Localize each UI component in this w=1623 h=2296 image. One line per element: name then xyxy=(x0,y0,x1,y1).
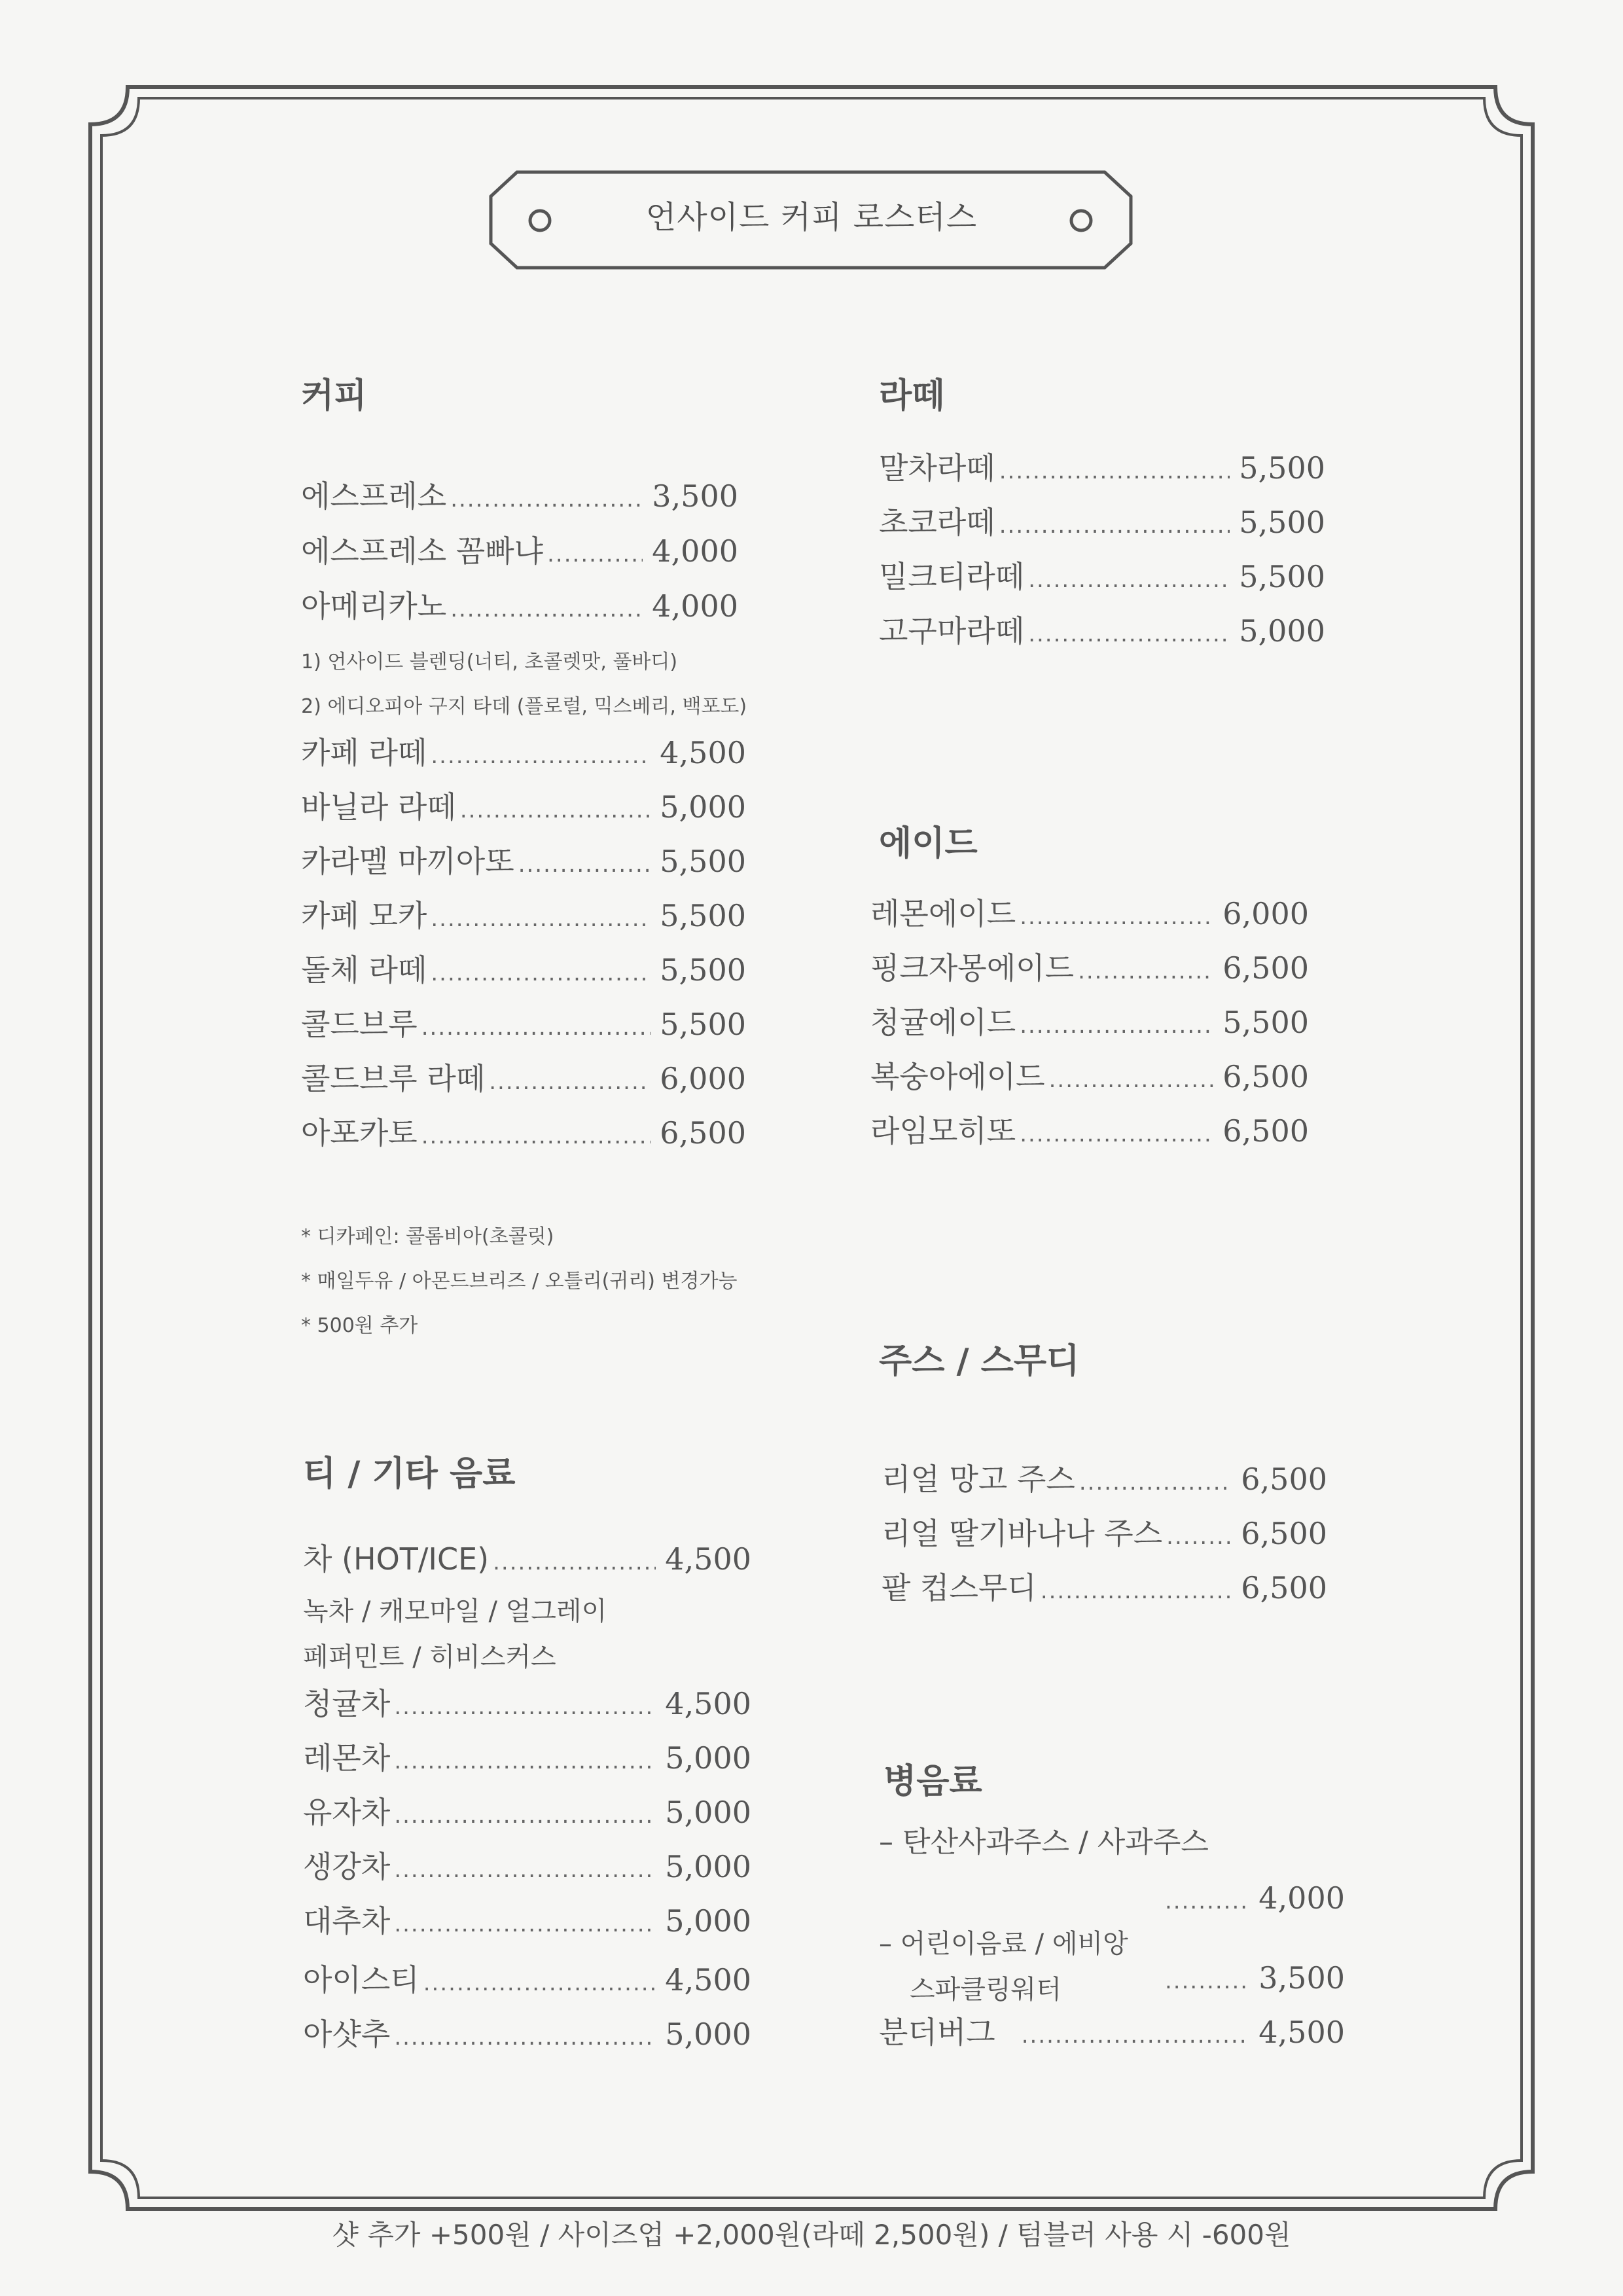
leader-dots xyxy=(421,1117,651,1156)
item-price: 6,000 xyxy=(660,1061,746,1096)
leader-dots xyxy=(1028,560,1230,600)
leader-dots xyxy=(999,506,1230,545)
leader-dots xyxy=(394,1796,656,1835)
coffee-item xyxy=(301,1113,746,1156)
tea-item xyxy=(303,1847,751,1890)
item-price: 6,500 xyxy=(1222,1059,1309,1094)
coffee-item-espresso xyxy=(301,476,738,519)
leader-dots xyxy=(493,1543,656,1582)
milk-note: * 매일두유 / 아몬드브리즈 / 오틀리(귀리) 변경가능 xyxy=(301,1270,738,1293)
item-price: 3,500 xyxy=(1258,1960,1345,1996)
item-price: 5,000 xyxy=(665,1740,751,1776)
item-name: 리얼 딸기바나나 주스 xyxy=(882,1516,1163,1551)
latte-item xyxy=(879,448,1325,491)
tea-item xyxy=(303,1684,751,1727)
leader-dots xyxy=(394,1687,656,1727)
tea-item-hot-ice xyxy=(303,1539,751,1582)
item-price: 6,500 xyxy=(1241,1462,1327,1497)
item-name: 팥 컵스무디 xyxy=(882,1570,1037,1605)
ade-heading: 에이드 xyxy=(879,824,978,863)
item-name: 청귤에이드 xyxy=(870,1005,1016,1040)
juice-item xyxy=(882,1514,1327,1556)
item-name: 유자차 xyxy=(303,1795,391,1830)
latte-heading: 라떼 xyxy=(879,376,945,416)
latte-item xyxy=(879,611,1325,654)
leader-dots xyxy=(1020,897,1213,937)
leader-dots xyxy=(518,845,651,884)
tea-heading: 티 / 기타 음료 xyxy=(303,1454,516,1494)
leader-dots xyxy=(1022,2016,1250,2055)
item-price: 6,500 xyxy=(1222,950,1309,986)
item-name: 돌체 라떼 xyxy=(301,952,427,988)
item-price: 4,000 xyxy=(652,588,738,624)
leader-dots xyxy=(394,1905,656,1944)
item-price: 5,500 xyxy=(1239,450,1325,486)
tea-item xyxy=(303,1960,751,2003)
blend-note-2: 2) 에디오피아 구지 타데 (플로럴, 믹스베리, 백포도) xyxy=(301,695,747,718)
item-name: 카페 모카 xyxy=(301,898,427,933)
latte-item xyxy=(879,557,1325,600)
coffee-item xyxy=(301,950,746,993)
coffee-item xyxy=(301,1059,746,1102)
tea-item xyxy=(303,2015,751,2057)
blend-note-1: 1) 언사이드 블렌딩(너티, 초콜렛맛, 풀바디) xyxy=(301,651,678,673)
leader-dots xyxy=(1020,1006,1213,1045)
item-price: 5,000 xyxy=(665,2017,751,2052)
decaf-note: * 디카페인: 콜롬비아(초콜릿) xyxy=(301,1225,554,1248)
leader-dots xyxy=(547,535,643,574)
tea-options-2: 페퍼민트 / 히비스커스 xyxy=(303,1642,556,1672)
leader-dots xyxy=(431,899,651,939)
leader-dots xyxy=(1079,1463,1232,1502)
item-price: 5,500 xyxy=(660,898,746,933)
item-name: 콜드브루 라떼 xyxy=(301,1061,486,1096)
coffee-item xyxy=(301,896,746,939)
item-price: 5,000 xyxy=(665,1795,751,1830)
item-name: 카라멜 마끼아또 xyxy=(301,844,514,879)
leader-dots xyxy=(431,736,651,776)
item-name: 분더버그 xyxy=(879,2015,995,2050)
item-price: 5,500 xyxy=(660,952,746,988)
item-name: 밀크티라떼 xyxy=(879,559,1025,594)
juice-heading: 주스 / 스무디 xyxy=(879,1342,1080,1381)
juice-item xyxy=(882,1460,1327,1502)
tea-item xyxy=(303,1901,751,1944)
item-name: 레몬차 xyxy=(303,1740,391,1776)
item-name: 에스프레소 꼼빠냐 xyxy=(301,533,544,569)
leader-dots xyxy=(423,1964,656,2003)
item-name: 바닐라 라떼 xyxy=(301,789,456,825)
ade-item xyxy=(870,948,1309,991)
item-name: 아메리카노 xyxy=(301,588,447,624)
item-price: 4,000 xyxy=(652,533,738,569)
bottle-apple-juice: – 탄산사과주스 / 사과주스 xyxy=(879,1825,1209,1859)
item-price: 5,500 xyxy=(660,844,746,879)
coffee-item xyxy=(301,733,746,776)
ade-item xyxy=(870,1003,1309,1045)
footer-options: 샷 추가 +500원 / 사이즈업 +2,000원(라떼 2,500원) / 텀블러 사용 시 -600원 xyxy=(332,2219,1291,2251)
bottle-sparkling: 스파클링워터 xyxy=(910,1975,1061,2005)
surcharge-note: * 500원 추가 xyxy=(301,1314,418,1337)
bottle-heading: 병음료 xyxy=(883,1762,982,1801)
item-price: 5,000 xyxy=(1239,613,1325,649)
tea-item xyxy=(303,1793,751,1835)
item-name: 콜드브루 xyxy=(301,1007,418,1042)
item-name: 아이스티 xyxy=(303,1962,419,1998)
item-name: 말차라떼 xyxy=(879,450,995,486)
ade-item xyxy=(870,894,1309,937)
bottle-kids-evian: – 어린이음료 / 에비앙 xyxy=(879,1929,1128,1959)
item-price: 5,500 xyxy=(1222,1005,1309,1040)
item-price: 4,500 xyxy=(660,735,746,770)
item-name: 고구마라떼 xyxy=(879,613,1025,649)
item-name: 생강차 xyxy=(303,1849,391,1884)
coffee-item-americano xyxy=(301,586,738,629)
item-name: 아샷추 xyxy=(303,2017,391,2052)
item-price: 6,000 xyxy=(1222,896,1309,931)
item-name: 청귤차 xyxy=(303,1686,391,1721)
leader-dots xyxy=(450,480,643,519)
leader-dots xyxy=(1166,1517,1232,1556)
leader-dots xyxy=(431,954,651,993)
coffee-item xyxy=(301,1005,746,1047)
leader-dots xyxy=(1028,615,1230,654)
ade-item xyxy=(870,1057,1309,1100)
coffee-item xyxy=(301,842,746,884)
item-name: 핑크자몽에이드 xyxy=(870,950,1075,986)
tea-item xyxy=(303,1738,751,1781)
item-name: 대추차 xyxy=(303,1903,391,1939)
coffee-heading: 커피 xyxy=(301,376,367,416)
item-price: 6,500 xyxy=(1241,1570,1327,1605)
item-name: 리얼 망고 주스 xyxy=(882,1462,1075,1497)
juice-item xyxy=(882,1568,1327,1611)
item-price: 6,500 xyxy=(1222,1113,1309,1149)
item-price: 4,500 xyxy=(665,1541,751,1577)
item-name: 레몬에이드 xyxy=(870,896,1016,931)
ade-item xyxy=(870,1111,1309,1154)
coffee-item xyxy=(301,787,746,830)
item-price: 5,000 xyxy=(665,1849,751,1884)
tea-options-1: 녹차 / 캐모마일 / 얼그레이 xyxy=(303,1596,607,1626)
item-name: 복숭아에이드 xyxy=(870,1059,1045,1094)
item-price: 4,500 xyxy=(665,1686,751,1721)
item-price: 4,500 xyxy=(1258,2015,1345,2050)
item-name: 차 (HOT/ICE) xyxy=(303,1541,490,1577)
leader-dots xyxy=(421,1008,651,1047)
leader-dots xyxy=(460,791,651,830)
cafe-title: 언사이드 커피 로스터스 xyxy=(645,199,978,236)
leader-dots xyxy=(1165,1962,1249,2001)
leader-dots xyxy=(1165,1882,1249,1921)
leader-dots xyxy=(489,1062,651,1102)
item-price: 6,500 xyxy=(660,1115,746,1151)
leader-dots xyxy=(450,590,643,629)
bottle-price-1 xyxy=(1165,1878,1345,1921)
item-price: 5,000 xyxy=(660,789,746,825)
item-price: 4,500 xyxy=(665,1962,751,1998)
leader-dots xyxy=(1020,1115,1213,1154)
item-name: 카페 라떼 xyxy=(301,735,427,770)
bottle-item-wunderbug xyxy=(879,2013,1345,2055)
leader-dots xyxy=(394,1850,656,1890)
latte-item xyxy=(879,503,1325,545)
item-name: 라임모히또 xyxy=(870,1113,1016,1149)
item-price: 3,500 xyxy=(652,478,738,514)
item-name: 초코라떼 xyxy=(879,505,995,540)
leader-dots xyxy=(1078,952,1213,991)
item-price: 4,000 xyxy=(1258,1880,1345,1916)
item-name: 아포카토 xyxy=(301,1115,418,1151)
leader-dots xyxy=(394,1742,656,1781)
item-price: 6,500 xyxy=(1241,1516,1327,1551)
bottle-price-2 xyxy=(1165,1958,1345,2001)
item-price: 5,500 xyxy=(1239,505,1325,540)
coffee-item-conpanna xyxy=(301,531,738,574)
item-name: 에스프레소 xyxy=(301,478,447,514)
item-price: 5,500 xyxy=(1239,559,1325,594)
leader-dots xyxy=(394,2018,656,2057)
leader-dots xyxy=(999,452,1230,491)
leader-dots xyxy=(1049,1060,1214,1100)
leader-dots xyxy=(1041,1571,1232,1611)
item-price: 5,000 xyxy=(665,1903,751,1939)
item-price: 5,500 xyxy=(660,1007,746,1042)
